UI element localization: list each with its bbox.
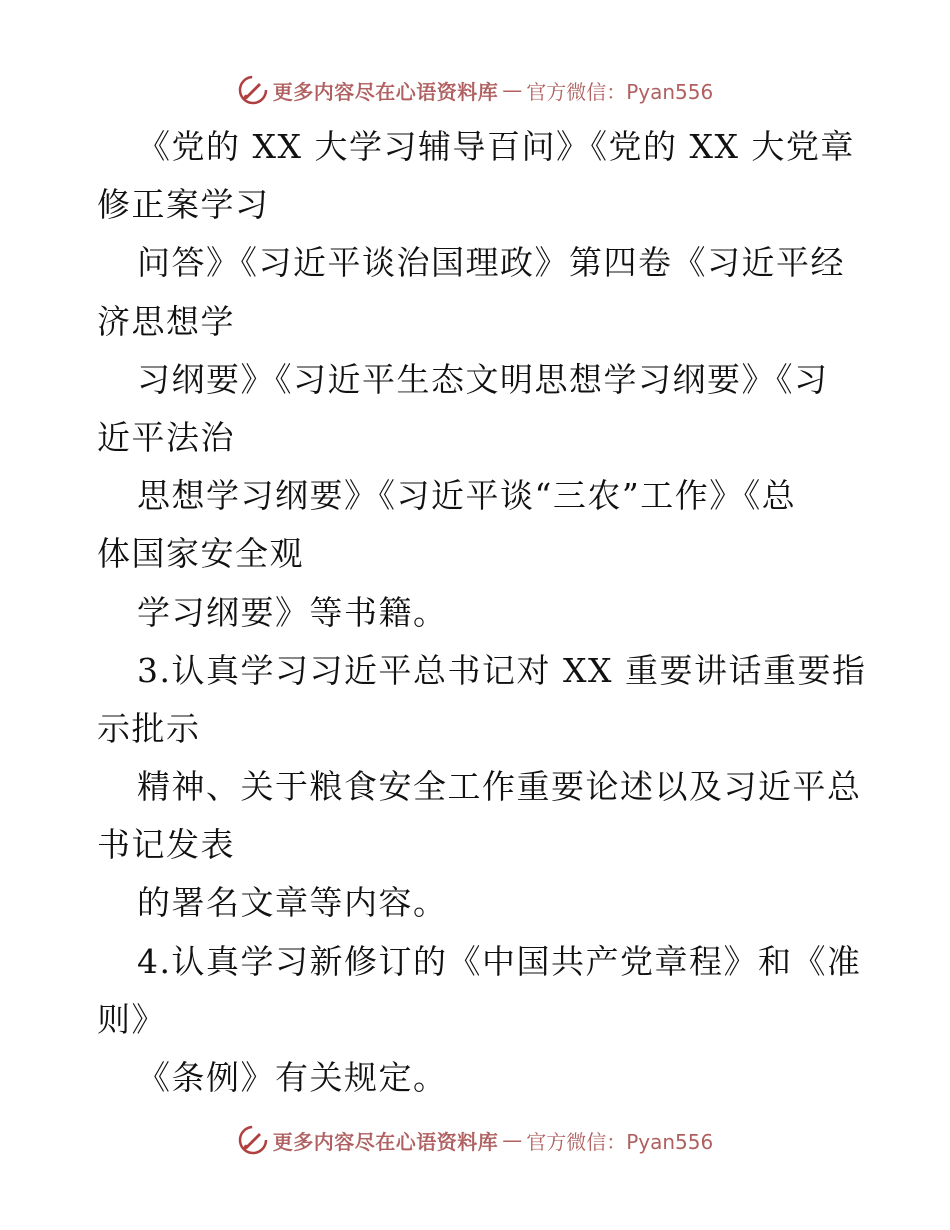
header-wechat-text: 官方微信：Pyan556 (526, 79, 714, 104)
body-line: 的署名文章等内容。 (137, 883, 448, 923)
body-line: 习纲要》《习近平生态文明思想学习纲要》《习 (137, 359, 829, 399)
body-line: 体国家安全观 (97, 534, 304, 574)
brush-logo-icon (237, 74, 269, 106)
body-line: 《党的 XX 大学习辅导百问》《党的 XX 大党章 (137, 127, 855, 166)
page-header (0, 70, 950, 110)
body-line: 济思想学 (97, 301, 235, 341)
body-line: 4.认真学习新修订的《中国共产党章程》和《准 (137, 941, 862, 981)
body-line: 近平法治 (97, 417, 235, 457)
body-line: 《条例》有关规定。 (137, 1058, 448, 1097)
body-line: 书记发表 (97, 825, 235, 865)
header-brand-text: 更多内容尽在心语资料库 (272, 79, 499, 104)
body-line: 问答》《习近平谈治国理政》第四卷《习近平经 (137, 243, 845, 283)
document-body (97, 118, 867, 1107)
body-line: 示批示 (97, 708, 201, 748)
header-separator: — (502, 78, 523, 102)
body-line: 则》 (97, 999, 166, 1039)
page-footer (0, 1120, 950, 1160)
footer-wechat-text: 官方微信：Pyan556 (526, 1129, 714, 1154)
body-line: 精神、关于粮食安全工作重要论述以及习近平总 (137, 767, 862, 807)
body-line: 学习纲要》等书籍。 (137, 592, 448, 632)
brush-logo-icon (237, 1124, 269, 1156)
body-line: 思想学习纲要》《习近平谈“三农”工作》《总 (137, 476, 797, 516)
body-line: 3.认真学习习近平总书记对 XX 重要讲话重要指 (137, 650, 867, 690)
body-line: 修正案学习 (97, 185, 270, 225)
footer-brand-text: 更多内容尽在心语资料库 (272, 1129, 499, 1154)
footer-separator: — (502, 1128, 523, 1152)
